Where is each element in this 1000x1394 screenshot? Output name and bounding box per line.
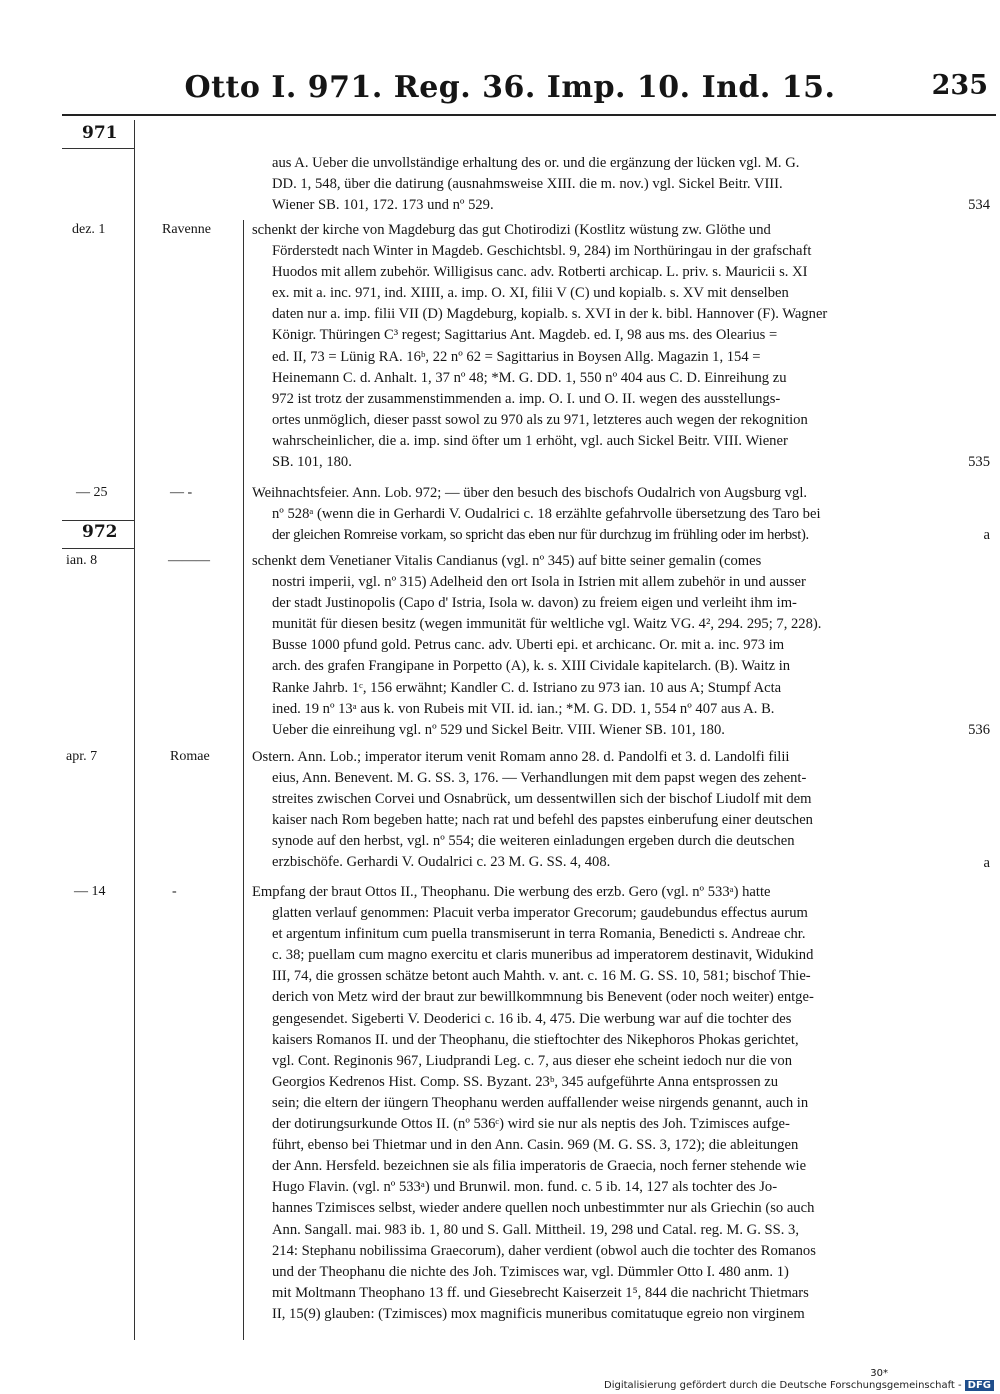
entry-line: Ueber die einreihung vgl. nº 529 und Sickel Beitr. VIII. Wiener SB. 101, 180.: [272, 721, 725, 738]
entry-line: 214: Stephanu nobilissima Graecorum), daher verdient (obwol auch die tochter des Romanos: [272, 1242, 816, 1259]
entry-line: ex. mit a. inc. 971, ind. XIIII, a. imp. O. XI, filii V (C) und kopialb. s. XV mit denselben: [272, 285, 789, 302]
entry-line: ed. II, 73 = Lünig RA. 16ᵇ, 22 nº 62 = Sagittarius in Boysen Allg. Magazin 1, 154 =: [272, 348, 761, 365]
entry-line: nº 528ᵃ (wenn die in Gerhardi V. Oudalrici c. 18 erzählte gefahrvolle übersetzung des Taro bei: [272, 506, 821, 523]
entry-line: III, 74, die grossen schätze betont auch Mahth. v. ant. c. 16 M. G. SS. 10, 581; bischof Thie-: [272, 968, 811, 985]
entry-line: DD. 1, 548, über die datirung (ausnahmsweise XIII. die m. nov.) vgl. Sickel Beitr. VIII.: [272, 176, 783, 193]
entry-line: Busse 1000 pfund gold. Petrus canc. adv. Uberti epi. et archicanc. Or. mit a. inc. 973 im: [272, 637, 785, 654]
entry-line: eius, Ann. Benevent. M. G. SS. 3, 176. — Verhandlungen mit dem papst wegen des zehent-: [272, 770, 807, 787]
entry-line: II, 15(9) glauben: (Tzimisces) mox magnificis muneribus comitatuque egreio non virginem: [272, 1305, 805, 1322]
entry-line: der Ann. Hersfeld. bezeichnen sie als filia imperatoris de Graecia, noch ferner stehende wie: [272, 1158, 807, 1175]
entry-line: mit Moltmann Theophano 13 ff. und Giesebrecht Kaiserzeit 1⁵, 844 die nachricht Thietmars: [272, 1284, 809, 1301]
entry-line: aus A. Ueber die unvollständige erhaltung des or. und die ergänzung der lücken vgl. M. G.: [272, 155, 800, 171]
entry-line: glatten verlauf genommen: Placuit verba imperator Grecorum; gaudebundus effectus aurum: [272, 905, 808, 922]
entry-line: Wiener SB. 101, 172. 173 und nº 529.: [272, 197, 494, 214]
entry-line: SB. 101, 180.: [272, 454, 352, 471]
entry-line: derich von Metz wird der braut zur bewillkommnung bis Benevent (oder noch weiter) entge-: [272, 989, 814, 1006]
entry-line: Empfang der braut Ottos II., Theophanu. Die werbung des erzb. Gero (vgl. nº 533ᵃ) hatte: [252, 884, 771, 900]
page-number: 235: [931, 70, 988, 101]
year-rule: [62, 520, 134, 521]
year-marker-972: 972: [82, 522, 118, 542]
entry-line: munität für diesen besitz (wegen immunität für weltliche vgl. Waitz VG. 4², 294. 295; 7, 228).: [272, 616, 822, 633]
entry-date: ian. 8: [66, 553, 98, 568]
year-marker-971: 971: [82, 123, 118, 143]
signature-mark: 30*: [870, 1368, 888, 1379]
entry-line: Heinemann C. d. Anhalt. 1, 37 nº 48; *M. G. DD. 1, 550 nº 404 aus C. D. Einreihung zu: [272, 369, 787, 386]
regest-number: a: [983, 855, 990, 871]
regest-entry: [246, 551, 994, 741]
entry-line: erzbischöfe. Gerhardi V. Oudalrici c. 23 M. G. SS. 4, 408.: [272, 854, 611, 871]
regest-entry: [246, 483, 994, 546]
entry-line: der gleichen Romreise vorkam, so spricht das eben nur für durchzug im frühling oder im herbst).: [272, 527, 809, 544]
entry-place: Romae: [170, 749, 210, 764]
year-rule: [62, 148, 134, 149]
regest-number: 535: [968, 454, 990, 470]
entry-line: synode auf den herbst, vgl. nº 554; die weiteren einladungen ergeben durch die deutschen: [272, 833, 795, 850]
entry-date: dez. 1: [72, 222, 106, 237]
regest-entry: [246, 220, 994, 473]
entry-line: Georgios Kedrenos Hist. Comp. SS. Byzant. 23ᵇ, 345 aufgeführte Anna entsprossen zu: [272, 1073, 779, 1090]
entry-line: ortes unmöglich, dieser passt sowol zu 970 als zu 971, letzteres auch wegen der rekognition: [272, 411, 808, 428]
entry-line: schenkt dem Venetianer Vitalis Candianus (vgl. nº 345) auf bitte seiner gemalin (comes: [252, 553, 762, 569]
entry-line: wahrscheinlicher, die a. imp. sind öfter um 1 erhöht, vgl. auch Sickel Beitr. VIII. Wiener: [272, 432, 788, 449]
entry-line: der dotirungsurkunde Ottos II. (nº 536ᶜ) wird sie nur als neptis des Joh. Tzimisces aufge-: [272, 1116, 790, 1133]
entry-place: — -: [170, 485, 193, 500]
entry-line: führt, ebenso bei Thietmar und in den Ann. Casin. 969 (M. G. SS. 3, 172); die ableitungen: [272, 1137, 799, 1154]
entry-line: kaisers Romanos II. und der Theophanu, die stieftochter des Nikephoros Phokas gerichtet,: [272, 1031, 799, 1048]
entry-date: — 14: [74, 884, 106, 899]
entry-line: Weihnachtsfeier. Ann. Lob. 972; — über den besuch des bischofs Oudalrich von Augsburg vgl.: [252, 485, 808, 501]
entry-place: -: [172, 884, 177, 899]
entry-line: Königr. Thüringen C³ regest; Sagittarius Ant. Magdeb. ed. I, 98 aus ms. des Olearius =: [272, 327, 778, 344]
regest-entry: [246, 153, 994, 216]
regest-number: a: [983, 527, 990, 543]
entry-line: kaiser nach Rom begeben hatte; nach rat und befehl des papstes einberufung einer deutschen: [272, 812, 813, 829]
entry-line: vgl. Cont. Reginonis 967, Liudprandi Leg. c. 7, aus dieser ehe scheint iedoch nur die von: [272, 1052, 792, 1069]
regest-entry: [246, 747, 994, 874]
entry-line: der stadt Justinopolis (Capo d' Istria, Isola w. davon) zu freiem eigen und verleiht ihm im-: [272, 595, 797, 612]
entry-line: Ostern. Ann. Lob.; imperator iterum venit Romam anno 28. d. Pandolfi et 3. d. Landolfi filii: [252, 749, 790, 765]
entry-line: nostri imperii, vgl. nº 315) Adelheid den ort Isola in Istrien mit allem zubehör in und ausser: [272, 574, 806, 591]
entry-line: Förderstedt nach Winter in Magdeb. Geschichtsbl. 9, 284) im Northüringau in der grafschaft: [272, 243, 812, 260]
entry-line: sein; die eltern der iüngern Theophanu werden auffallender weise nirgends genannt, auch in: [272, 1094, 809, 1111]
entry-place: ———: [168, 553, 210, 568]
footer-text: Digitalisierung gefördert durch die Deutsche Forschungsgemeinschaft -: [604, 1380, 962, 1391]
entry-line: und der Theophanu die nichte des Joh. Tzimisces war, vgl. Dümmler Otto I. 480 anm. 1): [272, 1263, 789, 1280]
entry-line: Hugo Flavin. (vgl. nº 533ᵃ) und Brunwil. mon. fund. c. 5 ib. 14, 127 als tochter des Jo-: [272, 1179, 778, 1196]
entry-line: Ann. Sangall. mai. 983 ib. 1, 80 und S. Gall. Mittheil. 19, 298 und Catal. reg. M. G. SS. 3,: [272, 1221, 799, 1238]
entry-line: 972 ist trotz der zusammenstimmenden a. imp. O. I. und O. II. wegen des ausstellungs-: [272, 390, 781, 407]
entry-date: — 25: [76, 485, 108, 500]
regest-number: 536: [968, 722, 990, 738]
entry-date: apr. 7: [66, 749, 98, 764]
regest-number: 534: [968, 197, 990, 213]
footer-credit: [604, 1380, 994, 1391]
regest-entry: [246, 882, 994, 1325]
entry-line: daten nur a. imp. filii VII (D) Magdeburg, kopialb. s. XVI in der k. bibl. Hannover (F). Wagner: [272, 306, 828, 323]
year-rule: [62, 548, 134, 549]
entry-line: gengesendet. Sigeberti V. Deoderici c. 16 ib. 4, 475. Die werbung war auf die tochter des: [272, 1010, 792, 1027]
entry-line: c. 38; puellam cum magno exercitu et claris muneribus ad imperatorem destinavit, Widukind: [272, 947, 814, 964]
entry-line: Ranke Jahrb. 1ᶜ, 156 erwähnt; Kandler C. d. Istriano zu 973 ian. 10 aus A; Stumpf Acta: [272, 679, 782, 696]
entry-line: hannes Tzimisces selbst, wieder andere quellen noch unbestimmter nur als Griechin (so auch: [272, 1200, 815, 1217]
entry-line: et argentum infinitum cum puella transmiserunt in terra Romania, Benedicti s. Andreae chr.: [272, 926, 806, 943]
entry-line: Huodos mit allem zubehör. Willigisus canc. adv. Rotberti archicap. L. priv. s. Mauricii s. XI: [272, 264, 808, 281]
entry-line: ined. 19 nº 13ᵃ aus k. von Rubeis mit VII. id. ian.; *M. G. DD. 1, 554 nº 407 aus A. B.: [272, 700, 775, 717]
entry-place: Ravenne: [162, 222, 211, 237]
date-column-rule: [134, 120, 135, 1340]
entry-line: arch. des grafen Frangipane in Porpetto (A), k. s. XIII Cividale kapitelarch. (B). Waitz in: [272, 658, 791, 675]
entry-line: streites zwischen Corvei und Osnabrück, um dessentwillen sich der bischof Liudolf mit dem: [272, 791, 812, 808]
page-title: Otto I. 971. Reg. 36. Imp. 10. Ind. 15.: [184, 70, 836, 105]
dfg-logo: DFG: [965, 1380, 994, 1391]
place-column-rule: [243, 220, 244, 1340]
header-rule: [62, 114, 996, 116]
entry-line: schenkt der kirche von Magdeburg das gut Chotirodizi (Kostlitz wüstung zw. Glöthe und: [252, 222, 771, 238]
